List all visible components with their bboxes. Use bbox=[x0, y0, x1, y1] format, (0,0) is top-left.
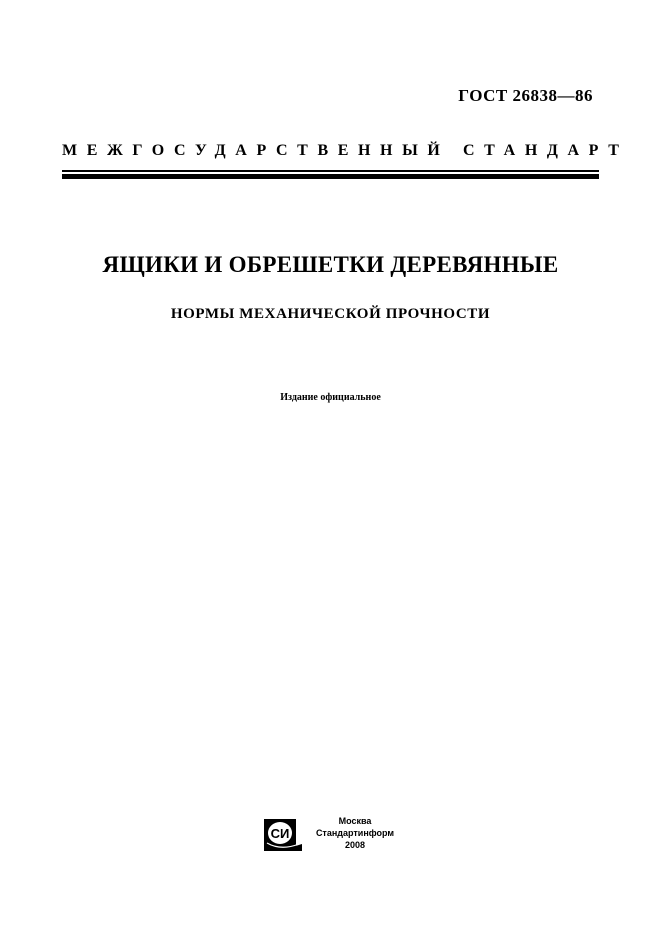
standard-number: ГОСТ 26838—86 bbox=[458, 86, 593, 105]
publisher-year: 2008 bbox=[344, 840, 366, 850]
publisher-city: Москва bbox=[338, 816, 372, 826]
document-title: ЯЩИКИ И ОБРЕШЕТКИ ДЕРЕВЯННЫЕ bbox=[102, 252, 559, 277]
logo-text: СИ bbox=[270, 826, 290, 841]
header-caption: МЕЖГОСУДАРСТВЕННЫЙ СТАНДАРТ bbox=[62, 142, 629, 159]
publisher-logo-icon bbox=[263, 818, 303, 852]
document-subtitle: НОРМЫ МЕХАНИЧЕСКОЙ ПРОЧНОСТИ bbox=[170, 306, 491, 322]
header-rule-thin bbox=[62, 170, 599, 172]
edition-note: Издание официальное bbox=[280, 392, 381, 403]
publisher-name: Стандартинформ bbox=[315, 828, 395, 838]
publisher-block bbox=[300, 815, 410, 851]
header-rule-thick bbox=[62, 174, 599, 179]
